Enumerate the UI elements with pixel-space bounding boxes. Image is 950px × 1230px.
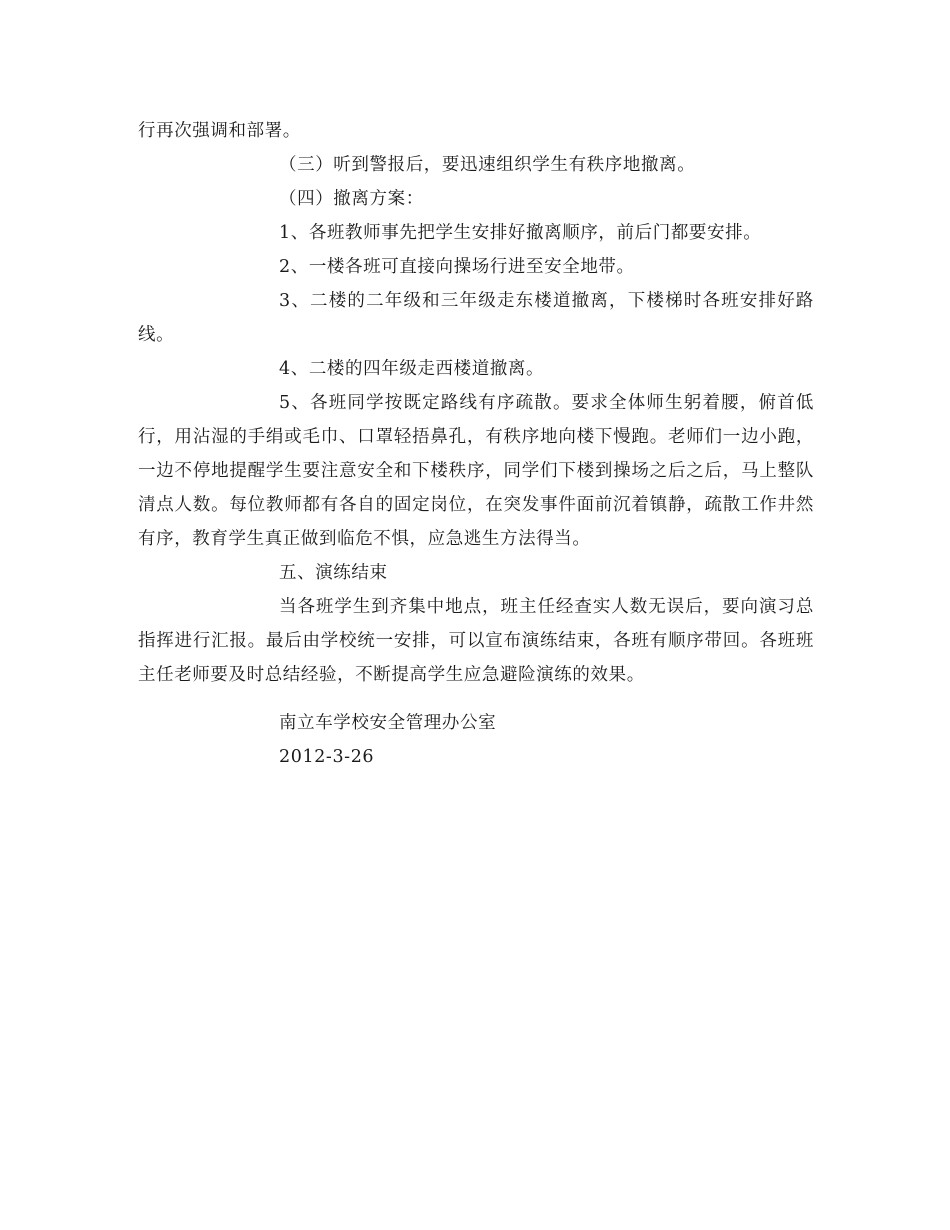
paragraph-plan-item-1: 1、各班教师事先把学生安排好撤离顺序，前后门都要安排。	[279, 223, 762, 243]
document-body	[138, 114, 814, 692]
paragraph-plan-item-5: 5、各班同学按既定路线有序疏散。要求全体师生躬着腰，俯首低行，用沾湿的手绢或毛巾、口罩轻捂鼻孔，有秩序地向楼下慢跑。老师们一边小跑，一边不停地提醒学生要注意安全和下楼秩序，同学们下楼到操场之后之后，马上整队清点人数。每位教师都有各自的固定岗位，在突发事件面前沉着镇静，疏散工作井然有序，教育学生真正做到临危不惧，应急逃生方法得当。	[138, 393, 814, 549]
paragraph-drill-end: 当各班学生到齐集中地点，班主任经查实人数无误后，要向演习总指挥进行汇报。最后由学校统一安排，可以宣布演练结束，各班有顺序带回。各班班主任老师要及时总结经验，不断提高学生应急避险演练的效果。	[138, 597, 814, 685]
section-heading-drill-end: 五、演练结束	[279, 563, 388, 583]
signature-date: 2012-3-26	[279, 747, 375, 767]
paragraph-plan-item-2: 2、一楼各班可直接向操场行进至安全地带。	[279, 257, 635, 277]
signature-organization: 南立车学校安全管理办公室	[279, 713, 497, 733]
paragraph-alarm-evacuation: （三）听到警报后，要迅速组织学生有秩序地撤离。	[279, 155, 696, 175]
paragraph-evacuation-plan-heading: （四）撤离方案：	[279, 189, 424, 209]
paragraph-plan-item-3: 3、二楼的二年级和三年级走东楼道撤离，下楼梯时各班安排好路线。	[138, 291, 814, 345]
signature-block	[279, 706, 496, 774]
paragraph-continuation: 行再次强调和部署。	[138, 121, 301, 141]
paragraph-plan-item-4: 4、二楼的四年级走西楼道撤离。	[279, 359, 545, 379]
